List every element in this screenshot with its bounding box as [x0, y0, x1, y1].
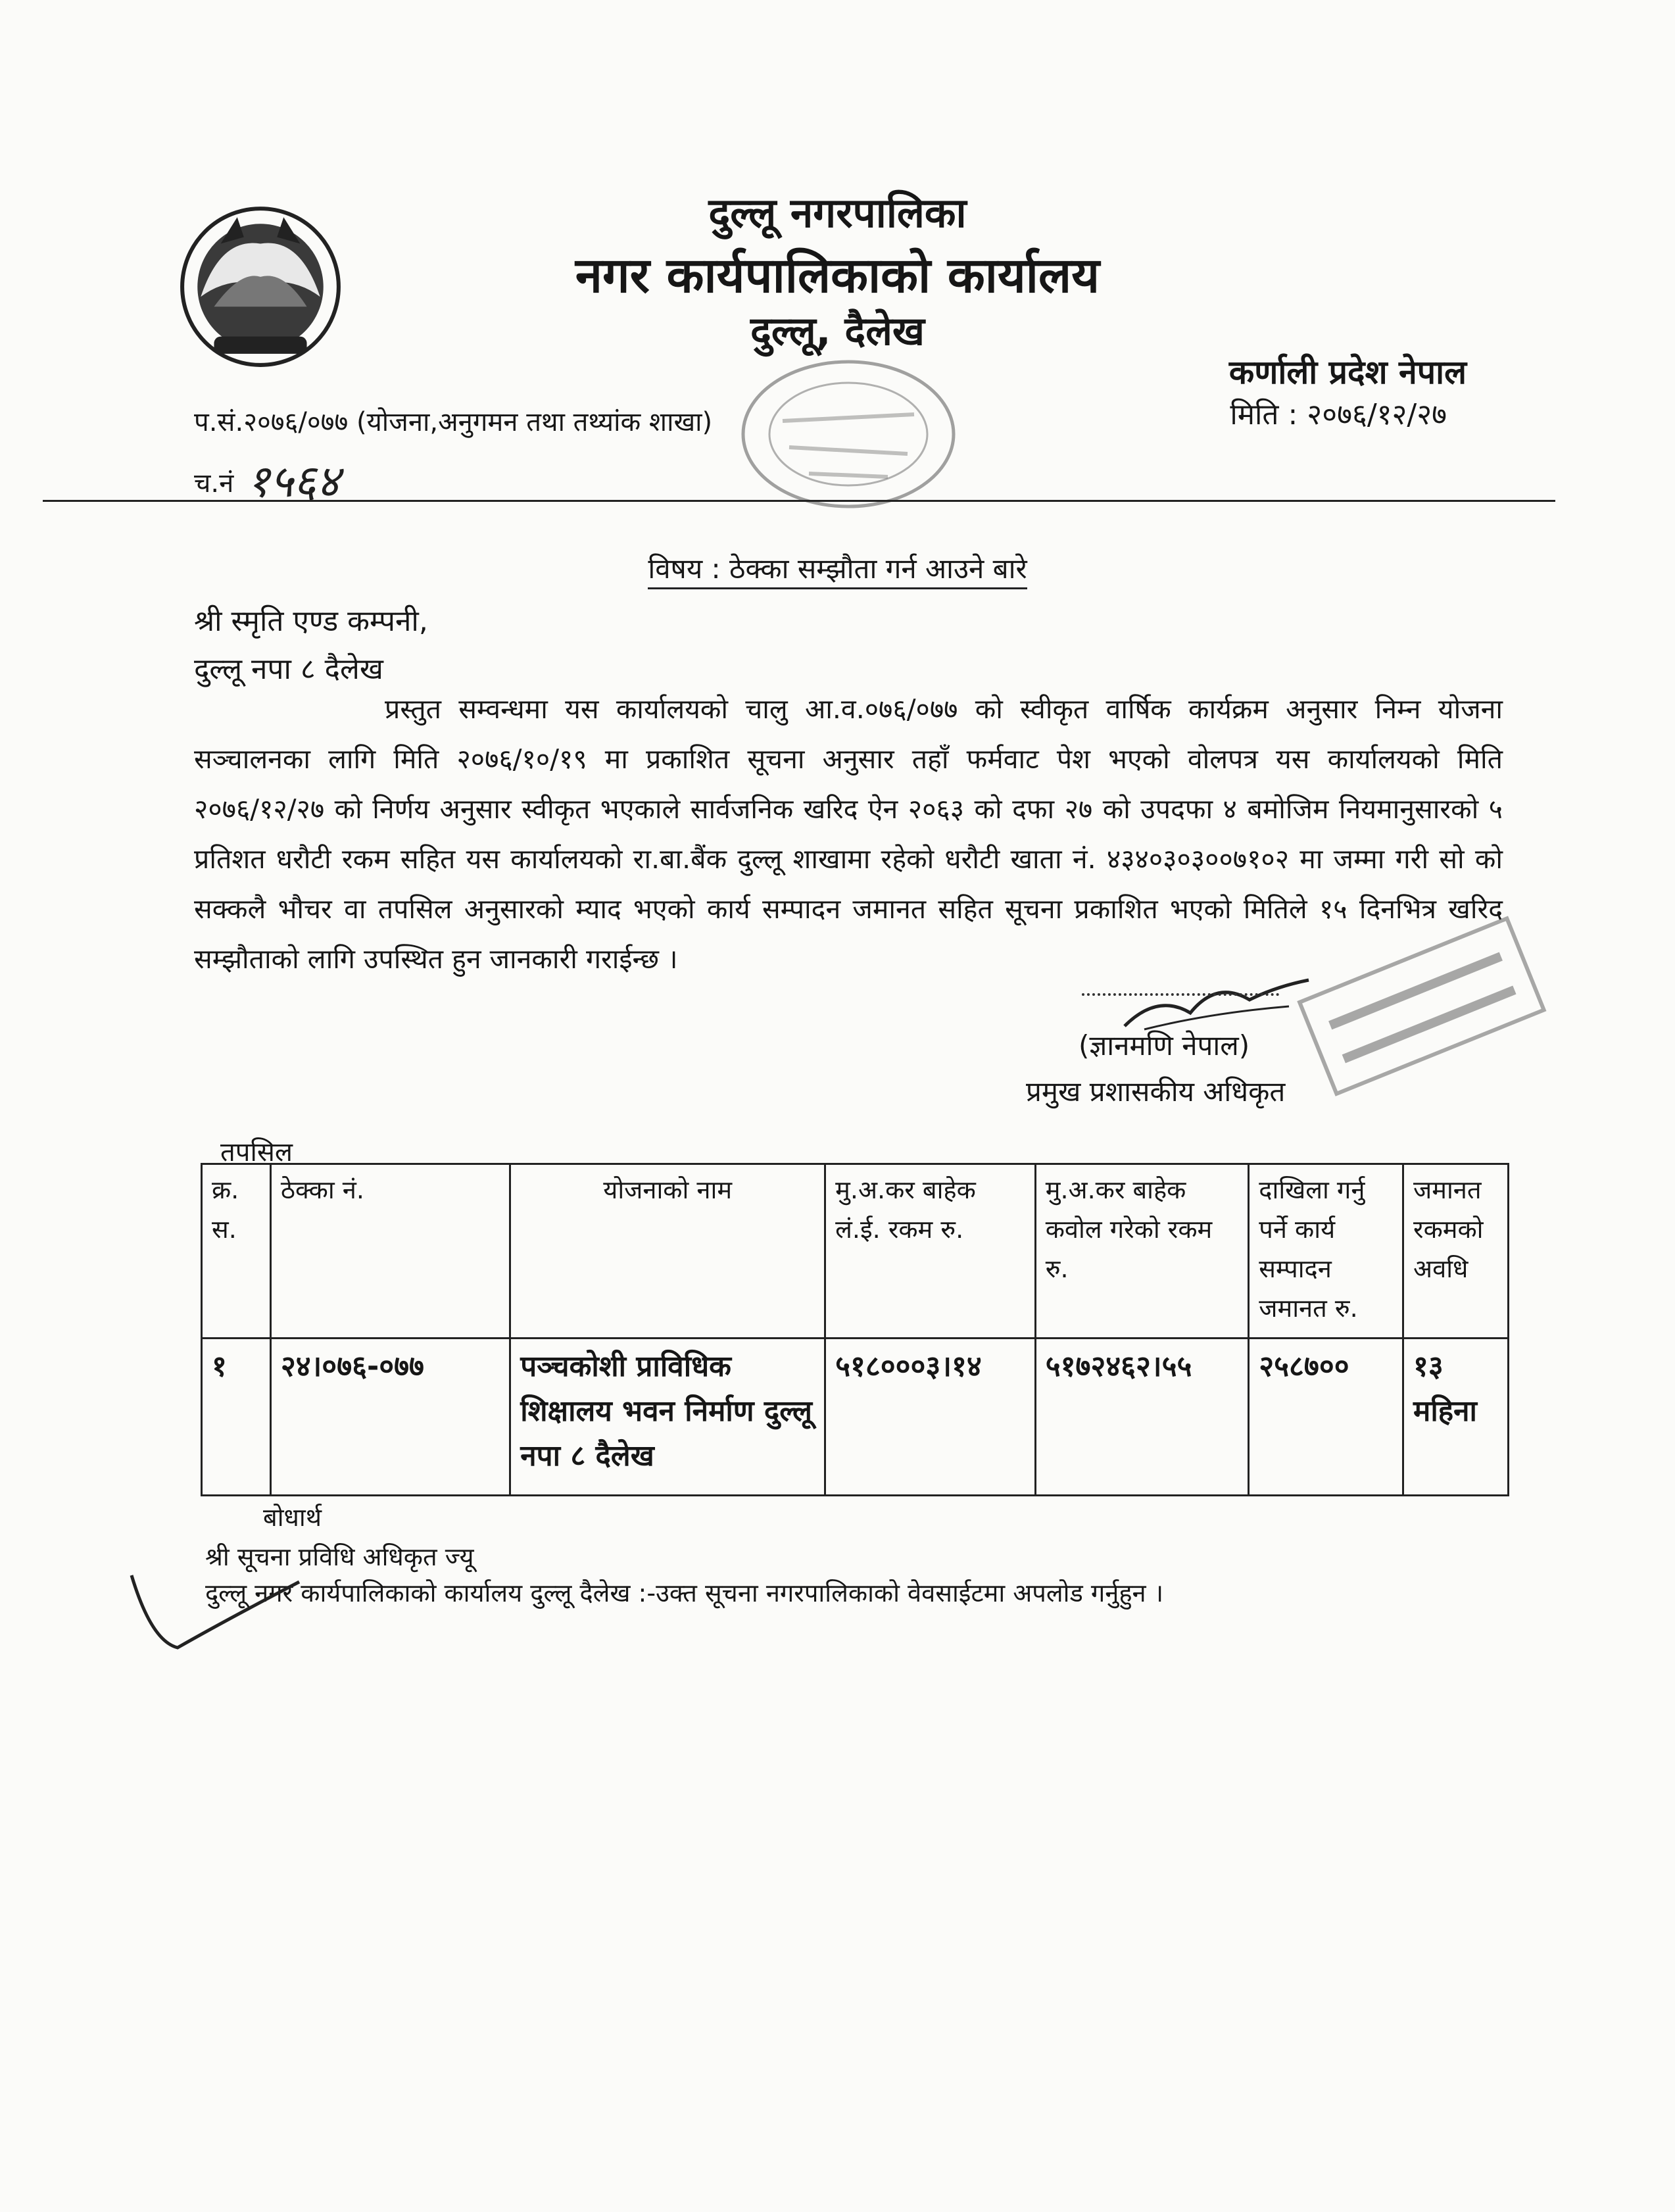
letter-body: प्रस्तुत सम्वन्धमा यस कार्यालयको चालु आ.व.०७६/०७७ को स्वीकृत वार्षिक कार्यक्रम अनुसार निम्न योजना सञ्चालनका लागि मिति २०७६/१०/१९ मा प्रकाशित सूचना अनुसार तहाँ फर्मवाट पेश भएको वोलपत्र यस कार्यालयको मिति २०७६/१२/२७ को निर्णय अनुसार स्वीकृत भएकाले सार्वजनिक खरिद ऐन २०६३ को दफा २७ को उपदफा ४ बमोजिम नियमानुसारको ५ प्रतिशत धरौटी रकम सहित यस कार्यालयको रा.बा.बैंक दुल्लू शाखामा रहेको धरौटी खाता नं. ४३४०३०३००७१०२ मा जम्मा गरी सो को सक्कलै भौचर वा तपसिल अनुसारको म्याद भएको कार्य सम्पादन जमानत सहित सूचना प्रकाशित भएको मितिले १५ दिनभित्र खरिद सम्झौताको लागि उपस्थित हुन जानकारी गराईन्छ । [194, 693, 1503, 975]
fiscal-reference: प.सं.२०७६/०७७ (योजना,अनुगमन तथा तथ्यांक शाखा) [194, 407, 713, 437]
signatory-title: प्रमुख प्रशासकीय अधिकृत [1026, 1075, 1286, 1108]
office-location: दुल्लू, दैलेख [750, 308, 925, 355]
office-stamp-icon [723, 342, 973, 513]
header-serial: क्र. स. [202, 1164, 271, 1339]
cc-instruction: दुल्लू नगर कार्यपालिकाको कार्यालय दुल्लू दैलेख :-उक्त सूचना नगरपालिकाको वेवसाईटमा अपलोड गर्नुहुन । [205, 1579, 1164, 1608]
municipality-name: दुल्लू नगरपालिका [708, 189, 967, 237]
officer-stamp-icon [1282, 904, 1559, 1102]
header-contract-no: ठेक्का नं. [270, 1164, 510, 1339]
addressee-name: श्री स्मृति एण्ड कम्पनी, [194, 604, 428, 638]
cell-guarantee: २५८७०० [1249, 1339, 1403, 1496]
cell-bid-amount: ५१७२४६२।५५ [1035, 1339, 1249, 1496]
signature-line [1082, 993, 1279, 996]
header-bid-amount: मु.अ.कर बाहेक कवोल गरेको रकम रु. [1035, 1164, 1249, 1339]
table-caption: तपसिल [220, 1137, 293, 1167]
header-period: जमानत रकमको अवधि [1403, 1164, 1509, 1339]
cell-estimate: ५१८०००३।१४ [825, 1339, 1036, 1496]
cell-period: १३ महिना [1403, 1339, 1509, 1496]
dispatch-label: च.नं [194, 468, 234, 499]
cell-project-name: पञ्चकोशी प्राविधिक शिक्षालय भवन निर्माण दुल्लू नपा ८ दैलेख [510, 1339, 825, 1496]
signatory-name: (ज्ञानमणि नेपाल) [1079, 1029, 1250, 1062]
header-estimate: मु.अ.कर बाहेक लं.ई. रकम रु. [825, 1164, 1036, 1339]
contract-table [201, 1163, 1509, 1496]
check-mark-icon [125, 1569, 303, 1654]
table-header-row [202, 1164, 1509, 1339]
cc-label: बोधार्थ [263, 1503, 322, 1532]
province-name: कर्णाली प्रदेश नेपाल [1228, 353, 1467, 391]
cc-recipient: श्री सूचना प्रविधि अधिकृत ज्यू [205, 1542, 474, 1571]
cell-contract-no: २४।०७६-०७७ [270, 1339, 510, 1496]
header-guarantee: दाखिला गर्नु पर्ने कार्य सम्पादन जमानत रु. [1249, 1164, 1403, 1339]
letter-date: मिति : २०७६/१२/२७ [1230, 398, 1447, 431]
subject-text: विषय : ठेक्का सम्झौता गर्न आउने बारे [648, 553, 1027, 589]
table-row [202, 1339, 1509, 1496]
office-name: नगर कार्यपालिकाको कार्यालय [575, 247, 1100, 304]
header-divider [43, 500, 1555, 502]
dispatch-number: १५६४ [247, 456, 340, 508]
letter-subject [0, 549, 1675, 587]
header-project-name: योजनाको नाम [510, 1164, 825, 1339]
addressee-address: दुल्लू नपा ८ दैलेख [194, 652, 383, 686]
cell-serial: १ [202, 1339, 271, 1496]
